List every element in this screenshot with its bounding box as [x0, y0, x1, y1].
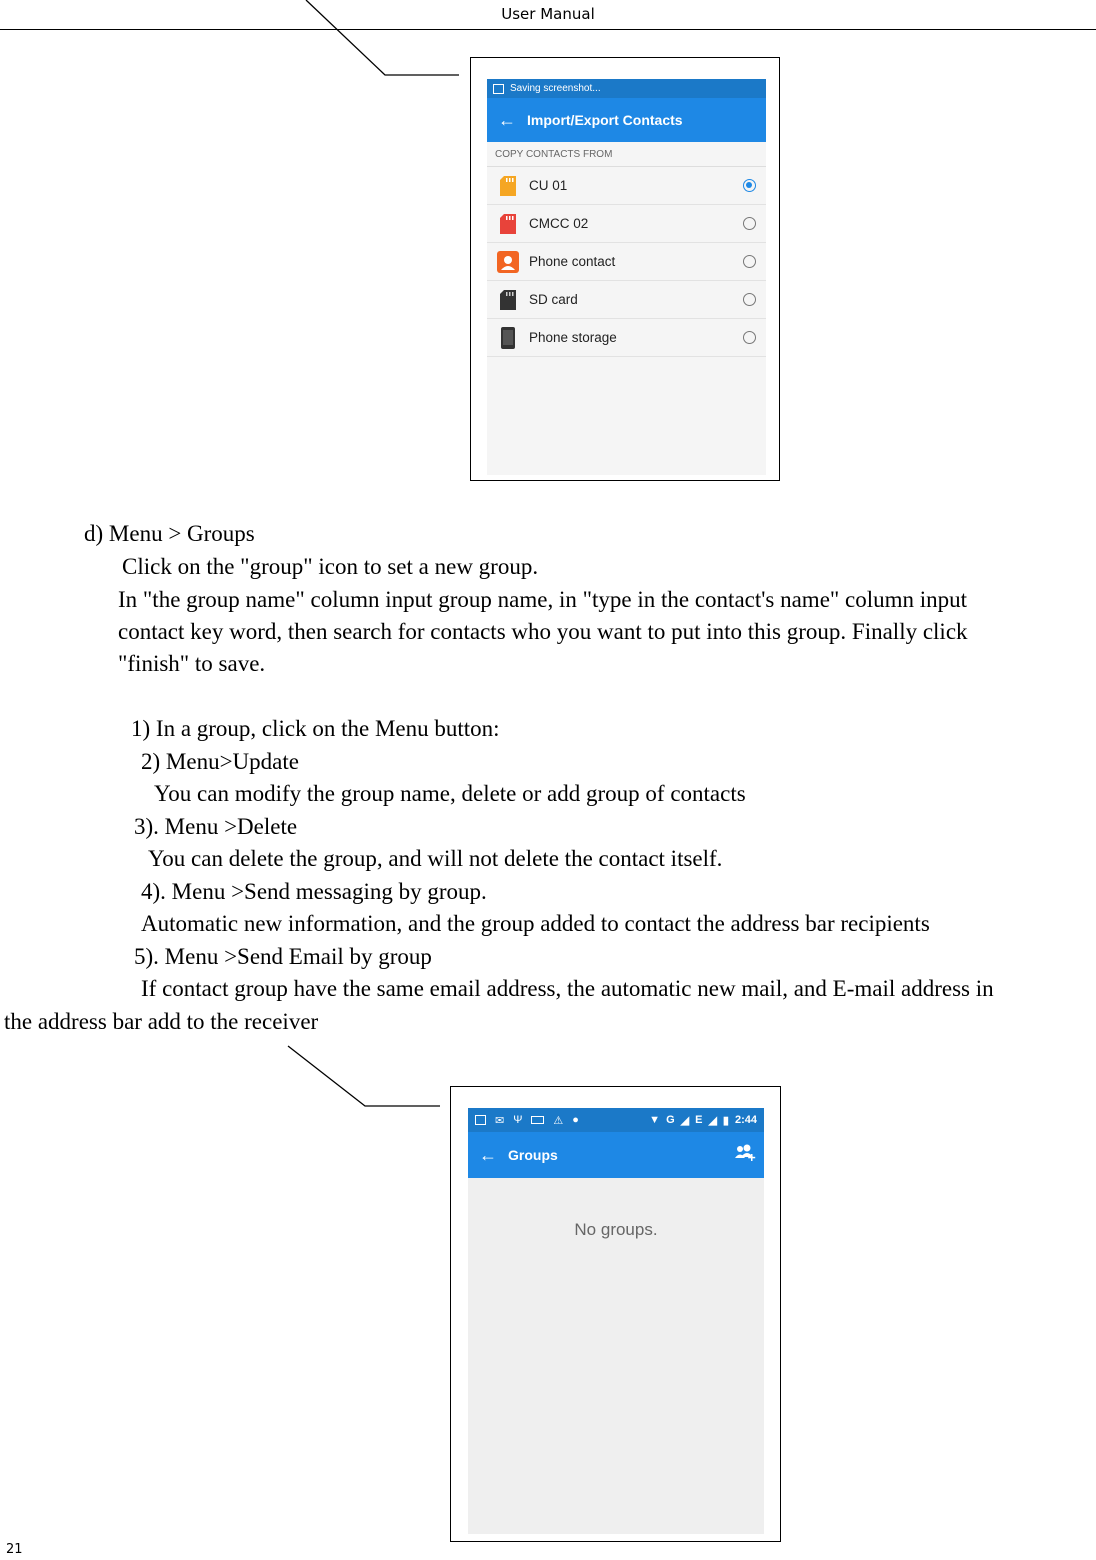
battery-icon [531, 1116, 544, 1124]
usb-icon: Ψ [513, 1114, 523, 1126]
list-item-phone-storage[interactable] [487, 319, 766, 357]
phone-icon [497, 327, 519, 349]
sim-card-icon [497, 213, 519, 235]
list-item-cmcc02[interactable] [487, 205, 766, 243]
radio-unselected[interactable] [743, 331, 756, 344]
app-bar [468, 1132, 764, 1178]
item-label: CU 01 [529, 178, 568, 193]
list-item-text: 5). Menu >Send Email by group [134, 944, 432, 969]
radio-unselected[interactable] [743, 293, 756, 306]
phone-screen-groups [468, 1108, 764, 1534]
app-title: Groups [508, 1147, 558, 1163]
status-text: Saving screenshot... [510, 83, 601, 94]
back-arrow-icon[interactable]: ← [498, 109, 516, 130]
warning-icon: ⚠ [553, 1114, 564, 1127]
network-type: G [666, 1114, 675, 1126]
sd-card-icon [497, 289, 519, 311]
battery-level-icon: ▮ [722, 1114, 729, 1127]
mail-icon: ✉ [495, 1114, 505, 1127]
add-group-icon[interactable] [734, 1144, 756, 1167]
list-item-desc: You can modify the group name, delete or add group of contacts [154, 781, 746, 806]
list-item-desc: If contact group have the same email address, the automatic new mail, and E-mail address in [141, 976, 994, 1001]
list-item-text: 1) In a group, click on the Menu button: [131, 716, 500, 741]
sim-card-icon [497, 175, 519, 197]
section-intro: Click on the "group" icon to set a new group. [122, 554, 539, 579]
item-label: Phone storage [529, 330, 617, 345]
list-item-text: 4). Menu >Send messaging by group. [141, 879, 487, 904]
list-item-desc: Automatic new information, and the group added to contact the address bar recipients [141, 911, 930, 936]
status-bar [468, 1108, 764, 1132]
callout-line-2 [288, 1046, 440, 1106]
paragraph-line: contact key word, then search for contacts who you want to put into this group. Finally click [118, 619, 968, 644]
paragraph-line: "finish" to save. [118, 651, 266, 676]
radio-unselected[interactable] [743, 217, 756, 230]
network-type-2: E [695, 1114, 703, 1126]
paragraph-line: In "the group name" column input group name, in "type in the contact's name" column input [118, 587, 968, 612]
app-title: Import/Export Contacts [527, 112, 683, 128]
radio-unselected[interactable] [743, 255, 756, 268]
app-bar [487, 98, 766, 142]
section-label: COPY CONTACTS FROM [487, 142, 766, 167]
screenshot-groups-frame [450, 1086, 781, 1542]
section-heading: d) Menu > Groups [84, 521, 255, 546]
screenshot-icon [493, 84, 504, 94]
status-bar [487, 79, 766, 98]
list-item-cu01[interactable] [487, 167, 766, 205]
item-label: CMCC 02 [529, 216, 589, 231]
signal-icon: ◢ [680, 1114, 690, 1127]
back-arrow-icon[interactable]: ← [479, 1144, 497, 1165]
item-label: Phone contact [529, 254, 616, 269]
android-icon: ● [572, 1114, 579, 1126]
phone-screen-import-export [487, 79, 766, 475]
wifi-icon: ▼ [649, 1114, 661, 1126]
image-icon [475, 1115, 486, 1125]
list-item-desc: You can delete the group, and will not delete the contact itself. [148, 846, 723, 871]
list-item-phone-contact[interactable] [487, 243, 766, 281]
callout-line-1 [306, 0, 459, 75]
list-item-desc: the address bar add to the receiver [4, 1009, 319, 1034]
empty-message: No groups. [574, 1220, 658, 1239]
list-item-sd-card[interactable] [487, 281, 766, 319]
contact-icon [497, 251, 519, 273]
screenshot-import-export-frame [470, 57, 780, 481]
page-number: 21 [6, 1542, 23, 1557]
signal-icon: ◢ [708, 1114, 717, 1127]
item-label: SD card [529, 292, 578, 307]
list-item-text: 2) Menu>Update [141, 749, 299, 774]
radio-selected[interactable] [743, 179, 756, 192]
list-item-text: 3). Menu >Delete [134, 814, 298, 839]
header-title: User Manual [501, 5, 595, 23]
clock: 2:44 [734, 1114, 757, 1126]
